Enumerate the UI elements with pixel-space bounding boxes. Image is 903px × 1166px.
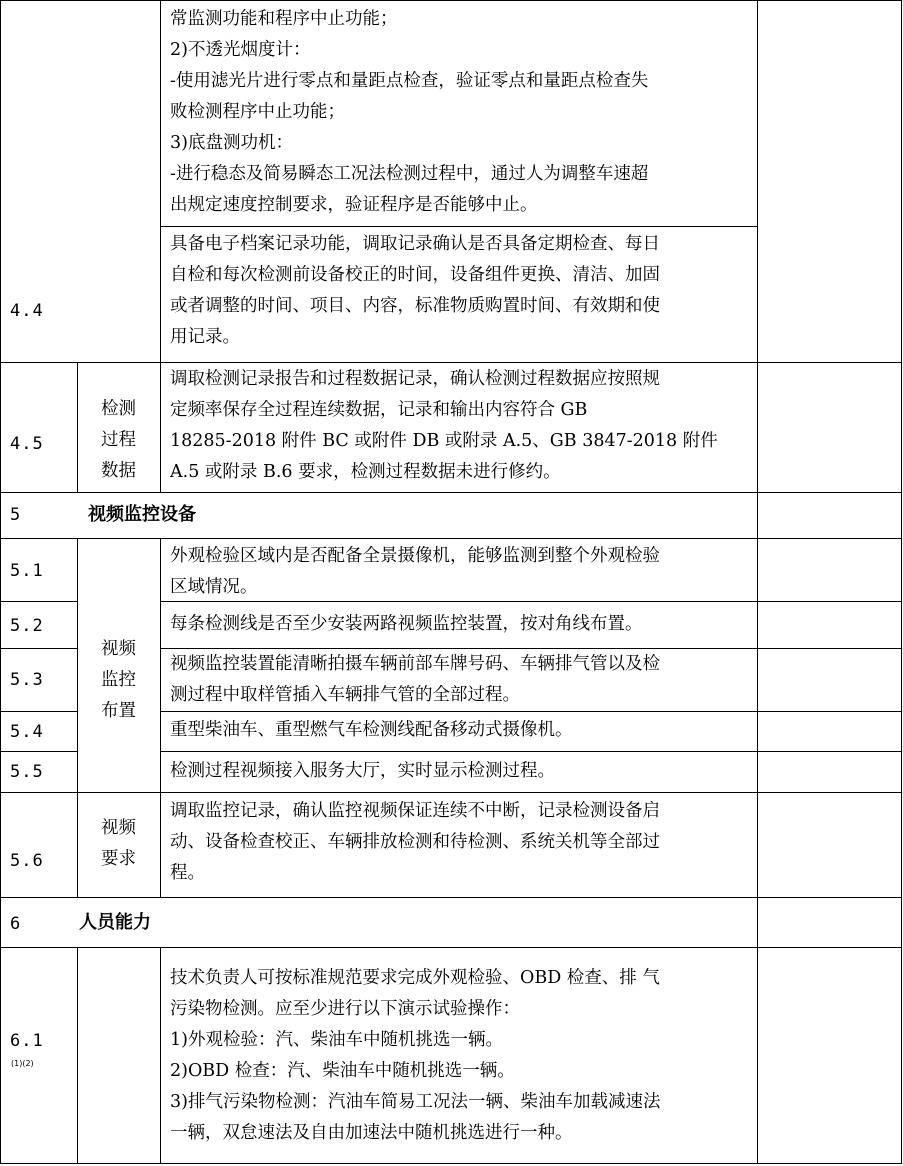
content-line: 3)底盘测功机： xyxy=(170,133,293,153)
row-line xyxy=(0,1163,902,1164)
row-line xyxy=(0,538,902,539)
section-title: 视频监控设备 xyxy=(88,504,196,525)
content-line: 视频监控装置能清晰拍摄车辆前部车牌号码、车辆排气管以及检 xyxy=(170,654,660,674)
content-line: 出规定速度控制要求，验证程序是否能够中止。 xyxy=(170,195,538,215)
content-line: 2)OBD 检查：汽、柴油车中随机挑选一辆。 xyxy=(170,1061,515,1081)
content-line: 重型柴油车、重型燃气车检测线配备移动式摄像机。 xyxy=(170,720,573,740)
category-line: 数据 xyxy=(101,461,136,481)
content-line: 调取监控记录，确认监控视频保证连续不中断，记录检测设备启 xyxy=(170,801,660,821)
content-line: 检测过程视频接入服务大厅，实时显示检测过程。 xyxy=(170,761,555,781)
item-content xyxy=(170,963,755,1149)
item-content xyxy=(170,715,755,746)
category-line: 监控 xyxy=(101,670,136,690)
section-number: 5 xyxy=(10,505,22,525)
item-number: 4.4 xyxy=(10,301,44,321)
item-number: 5.1 xyxy=(10,561,44,581)
item-number: 5.3 xyxy=(10,670,44,690)
category-line: 视频 xyxy=(101,818,136,838)
col-line xyxy=(77,947,78,1164)
row-line xyxy=(0,601,77,602)
row-line xyxy=(160,226,757,227)
item-content xyxy=(170,541,755,603)
item-content xyxy=(170,229,755,353)
row-line xyxy=(0,711,77,712)
item-content xyxy=(170,796,755,889)
col-line xyxy=(160,0,161,492)
item-category xyxy=(77,394,160,487)
content-line: 动、设备检查校正、车辆排放检测和待检测、系统关机等全部过 xyxy=(170,832,660,852)
content-line: -进行稳态及简易瞬态工况法检测过程中，通过人为调整车速超 xyxy=(170,164,649,184)
row-line xyxy=(0,947,902,948)
row-line xyxy=(0,751,77,752)
content-line: 外观检验区域内是否配备全景摄像机，能够监测到整个外观检验 xyxy=(170,546,660,566)
item-number: 5.4 xyxy=(10,722,44,742)
content-line: 或者调整的时间、项目、内容，标准物质购置时间、有效期和使 xyxy=(170,296,660,316)
row-line xyxy=(0,792,902,793)
item-number: 6.1 xyxy=(10,1031,44,1051)
content-line: -使用滤光片进行零点和量距点检查，验证零点和量距点检查失 xyxy=(170,71,649,91)
item-content xyxy=(170,756,755,787)
content-line: 18285-2018 附件 BC 或附件 DB 或附录 A.5、GB 3847-2018 附件 xyxy=(170,431,718,451)
content-line: 调取检测记录报告和过程数据记录，确认检测过程数据应按照规 xyxy=(170,369,660,389)
row-line xyxy=(0,362,902,363)
section-number: 6 xyxy=(10,914,22,934)
content-line: 区域情况。 xyxy=(170,577,258,597)
content-line: 1)外观检验：汽、柴油车中随机挑选一辆。 xyxy=(170,1030,503,1050)
item-number: 5.2 xyxy=(10,616,44,636)
item-category xyxy=(77,813,160,875)
content-line: A.5 或附录 B.6 要求，检测过程数据未进行修约。 xyxy=(170,462,561,482)
item-content xyxy=(170,609,755,640)
row-line xyxy=(160,751,902,752)
content-line: 常监测功能和程序中止功能； xyxy=(170,9,398,29)
content-line: 具备电子档案记录功能，调取记录确认是否具备定期检查、每日 xyxy=(170,234,660,254)
content-line: 技术负责人可按标准规范要求完成外观检验、OBD 检查、排 气 xyxy=(170,968,660,988)
content-line: 污染物检测。应至少进行以下演示试验操作： xyxy=(170,999,520,1019)
item-content xyxy=(170,649,755,711)
content-line: 一辆，双怠速法及自由加速法中随机挑选进行一种。 xyxy=(170,1123,573,1143)
category-line: 布置 xyxy=(101,701,136,721)
item-content xyxy=(170,364,755,488)
content-line: 定频率保存全过程连续数据，记录和输出内容符合 GB xyxy=(170,400,588,420)
row-line xyxy=(0,897,902,898)
row-line xyxy=(0,0,902,1)
content-line: 用记录。 xyxy=(170,327,240,347)
content-line: 自检和每次检测前设备校正的时间，设备组件更换、清洁、加固 xyxy=(170,265,660,285)
col-line xyxy=(160,947,161,1164)
item-content xyxy=(170,4,755,221)
col-line xyxy=(160,538,161,897)
content-line: 2)不透光烟度计： xyxy=(170,40,311,60)
content-line: 败检测程序中止功能； xyxy=(170,102,345,122)
content-line: 程。 xyxy=(170,863,205,883)
row-line xyxy=(160,711,902,712)
category-line: 视频 xyxy=(101,639,136,659)
content-line: 3)排气污染物检测：汽油车简易工况法一辆、柴油车加载减速法 xyxy=(170,1092,661,1112)
section-title: 人员能力 xyxy=(79,912,151,933)
item-number: 5.5 xyxy=(10,762,44,782)
item-note: (1)(2) xyxy=(11,1059,34,1068)
item-category xyxy=(77,634,160,727)
row-line xyxy=(0,648,77,649)
item-number: 5.6 xyxy=(10,851,44,871)
category-line: 过程 xyxy=(101,430,136,450)
col-line xyxy=(0,0,1,1164)
content-line: 每条检测线是否至少安装两路视频监控装置，按对角线布置。 xyxy=(170,614,643,634)
category-line: 要求 xyxy=(101,849,136,869)
col-line xyxy=(901,0,902,1164)
category-line: 检测 xyxy=(101,399,136,419)
content-line: 测过程中取样管插入车辆排气管的全部过程。 xyxy=(170,685,520,705)
col-line xyxy=(757,0,758,1164)
item-number: 4.5 xyxy=(10,434,44,454)
row-line xyxy=(0,492,902,493)
